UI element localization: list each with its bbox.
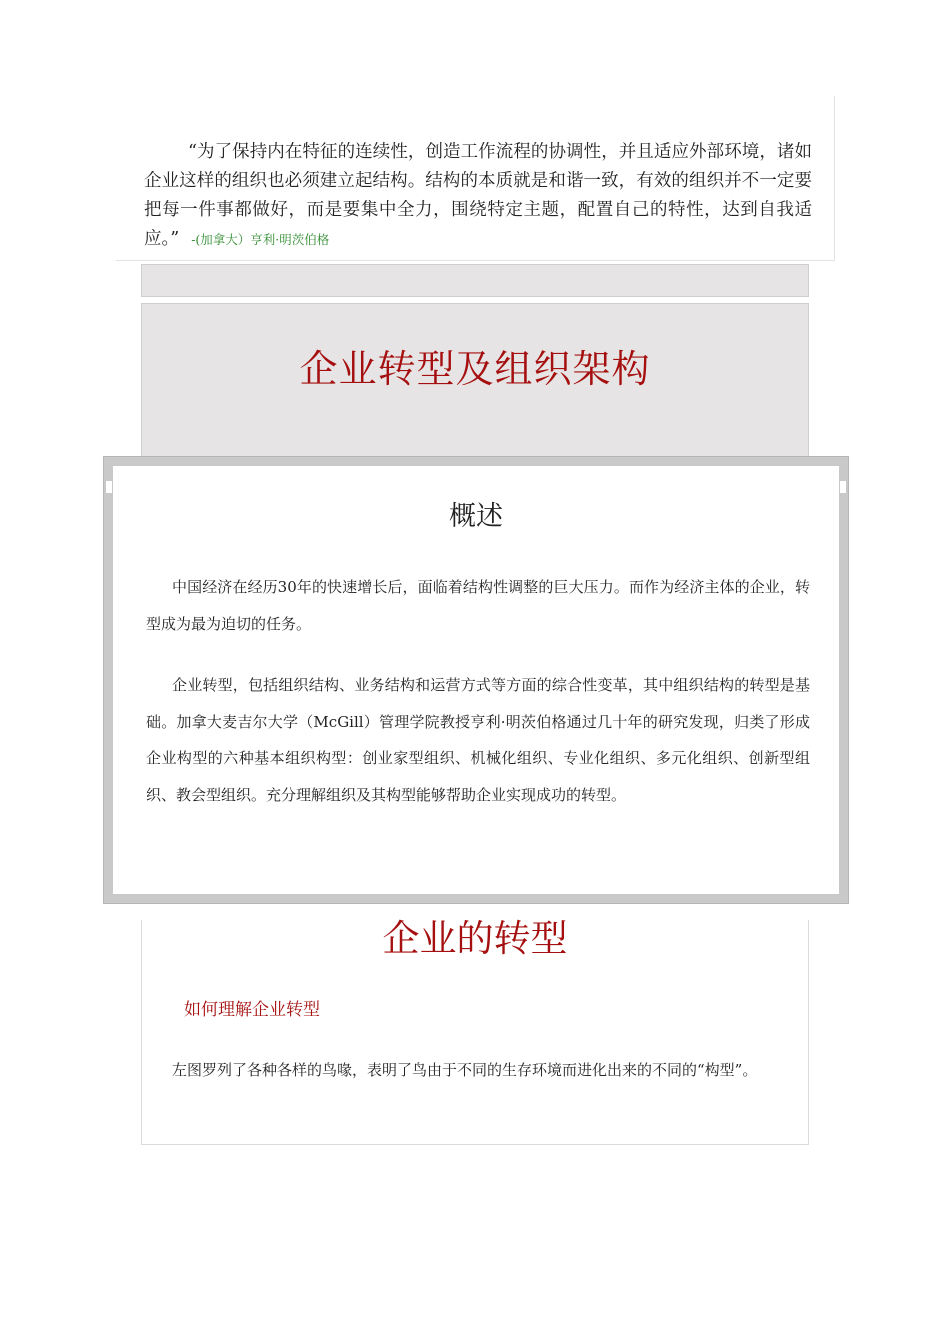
quote-paragraph	[144, 138, 812, 254]
overview-frame	[103, 456, 849, 904]
overview-panel	[113, 466, 839, 894]
quote-text: “为了保持内在特征的连续性，创造工作流程的协调性，并且适应外部环境，诸如企业这样的组织也必须建立起结构。结构的本质就是和谐一致，有效的组织并不一定要把每一件事都做好，而是要集中全力，围绕特定主题，配置自己的特性，达到自我适应。”	[144, 142, 812, 249]
section-subheading: 如何理解企业转型	[184, 1000, 320, 1020]
section-title: 企业的转型	[382, 917, 568, 960]
overview-paragraph-2: 企业转型，包括组织结构、业务结构和运营方式等方面的综合性变革，其中组织结构的转型是基础。加拿大麦吉尔大学（McGill）管理学院教授亨利·明茨伯格通过几十年的研究发现，归类了形成企业构型的六种基本组织构型：创业家型组织、机械化组织、专业化组织、多元化组织、创新型组织、教会型组织。充分理解组织及其构型能够帮助企业实现成功的转型。	[146, 676, 810, 804]
main-title: 企业转型及组织架构	[299, 347, 651, 391]
quote-box	[116, 96, 835, 261]
section-paragraph: 左图罗列了各种各样的鸟喙，表明了鸟由于不同的生存环境而进化出来的不同的“构型”。	[172, 1061, 758, 1079]
overview-title: 概述	[449, 501, 503, 532]
transformation-section	[141, 917, 809, 1145]
frame-notch-left	[106, 481, 112, 493]
gray-strip-divider	[141, 264, 809, 297]
quote-author: -(加拿大）亨利·明茨伯格	[191, 232, 330, 247]
title-panel	[141, 303, 809, 465]
overview-paragraph-1: 中国经济在经历30年的快速增长后，面临着结构性调整的巨大压力。而作为经济主体的企业，转型成为最为迫切的任务。	[146, 578, 810, 633]
frame-notch-right	[840, 481, 846, 493]
